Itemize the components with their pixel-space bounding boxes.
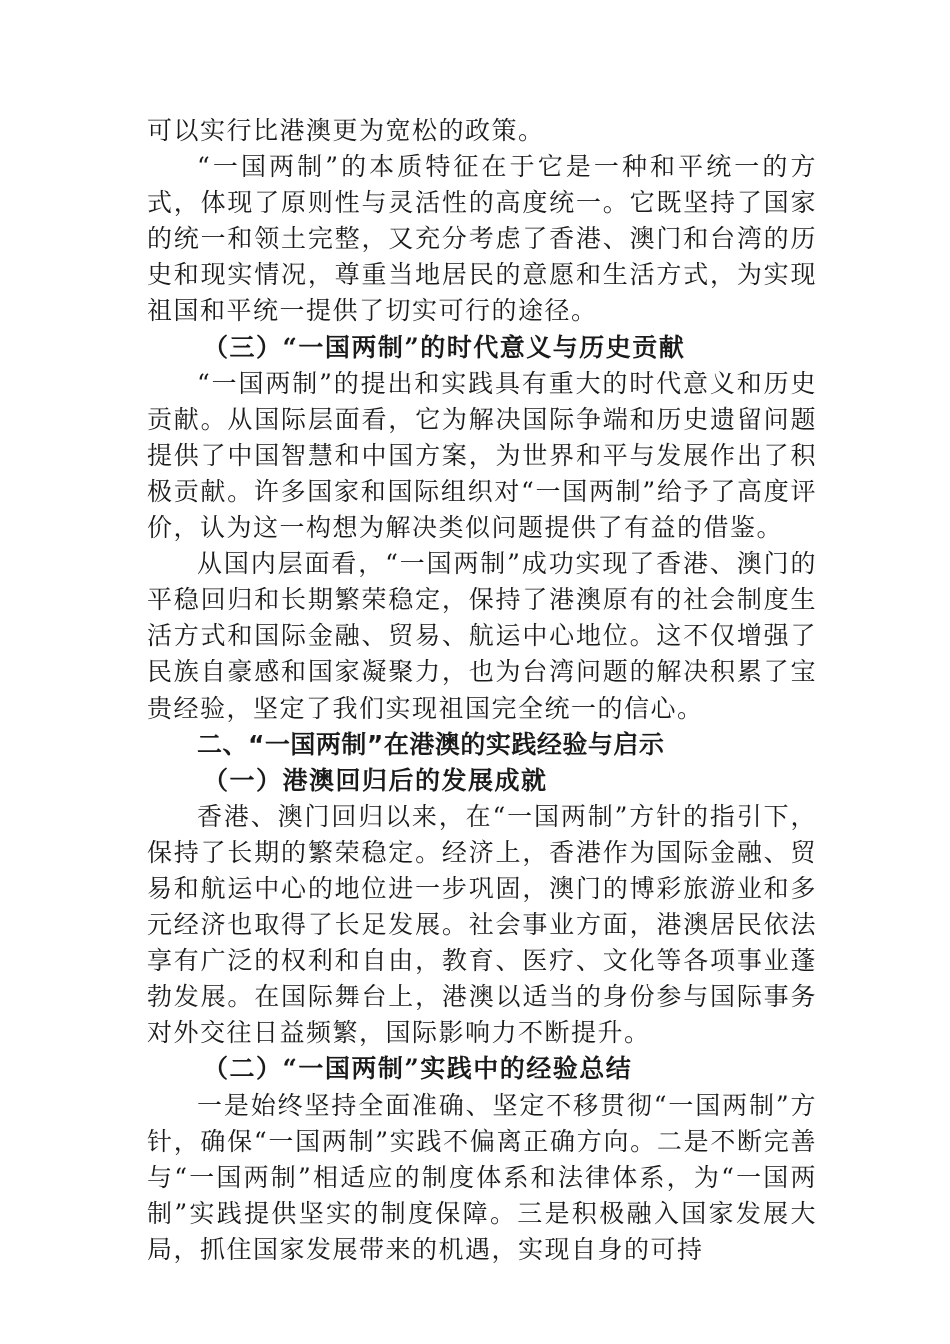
paragraph-essence: “一国两制”的本质特征在于它是一种和平统一的方式，体现了原则性与灵活性的高度统一。它既坚持了国家的统一和领土完整，又充分考虑了香港、澳门和台湾的历史和现实情况，尊重当地居民的意愿和生活方式，为实现祖国和平统一提供了切实可行的途径。 — [147, 152, 817, 326]
document-body — [147, 113, 817, 1268]
section-heading-practice: 二、“一国两制”在港澳的实践经验与启示 — [197, 729, 665, 759]
paragraph-continuation: 可以实行比港澳更为宽松的政策。 — [147, 116, 545, 145]
subheading-era-significance: （三）“一国两制”的时代意义与历史贡献 — [203, 332, 686, 362]
paragraph-achievements: 香港、澳门回归以来，在“一国两制”方针的指引下，保持了长期的繁荣稳定。经济上，香港作为国际金融、贸易和航运中心的地位进一步巩固，澳门的博彩旅游业和多元经济也取得了长足发展。社会事业方面，港澳居民依法享有广泛的权利和自由，教育、医疗、文化等各项事业蓬勃发展。在国际舞台上，港澳以适当的身份参与国际事务对外交往日益频繁，国际影响力不断提升。 — [147, 801, 817, 1048]
paragraph-domestic-contribution: 从国内层面看，“一国两制”成功实现了香港、澳门的平稳回归和长期繁荣稳定，保持了港澳原有的社会制度生活方式和国际金融、贸易、航运中心地位。这不仅增强了民族自豪感和国家凝聚力，也为台湾问题的解决积累了宝贵经验，坚定了我们实现祖国完全统一的信心。 — [147, 549, 817, 723]
subheading-experience: （二）“一国两制”实践中的经验总结 — [203, 1054, 633, 1084]
subheading-achievements: （一）港澳回归后的发展成就 — [203, 765, 548, 795]
paragraph-experience: 一是始终坚持全面准确、坚定不移贯彻“一国两制”方针，确保“一国两制”实践不偏离正确方向。二是不断完善与“一国两制”相适应的制度体系和法律体系，为“一国两制”实践提供坚实的制度保障。三是积极融入国家发展大局，抓住国家发展带来的机遇，实现自身的可持 — [147, 1090, 817, 1264]
paragraph-international-contribution: “一国两制”的提出和实践具有重大的时代意义和历史贡献。从国际层面看，它为解决国际争端和历史遗留问题提供了中国智慧和中国方案，为世界和平与发展作出了积极贡献。许多国家和国际组织对“一国两制”给予了高度评价，认为这一构想为解决类似问题提供了有益的借鉴。 — [147, 368, 817, 543]
